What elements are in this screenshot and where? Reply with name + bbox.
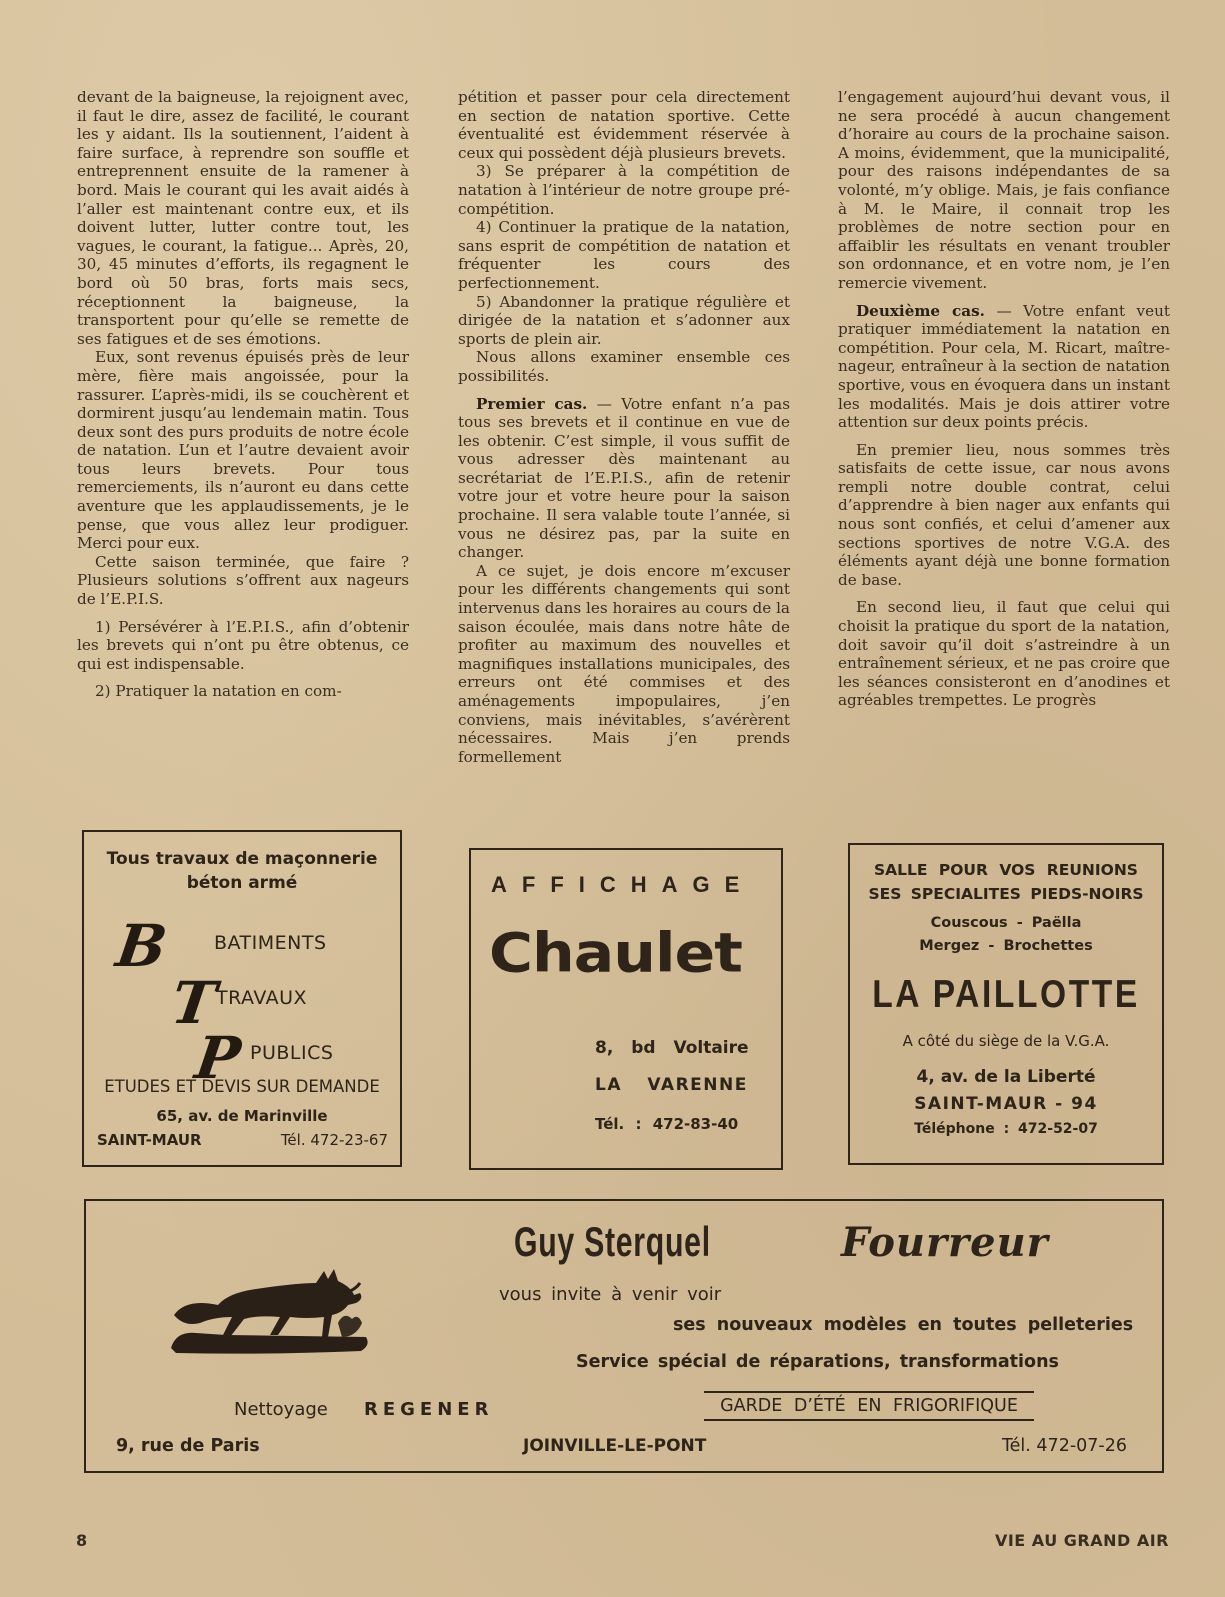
list-item: 5) Abandonner la pratique régulière et dirigée de la natation et s’adonner aux sports de plein air.: [458, 292, 790, 348]
list-item: 2) Pratiquer la natation en com-: [95, 682, 342, 701]
ad-city: JOINVILLE-LE-PONT: [523, 1436, 707, 1456]
list-item: 3) Se préparer à la compétition de natation à l’intérieur de notre groupe pré-compétition.: [458, 162, 790, 218]
ad-phone: Tél. 472-23-67: [280, 1131, 388, 1149]
paragraph: devant de la baigneuse, la rejoignent avec, il faut le dire, assez de facilité, le courant les y aidant. Ils la soutiennent, l’aident à faire surface, à reprendre son souffle et entreprennent ensuite de la ramener à bord. Mais le courant qui les avait aidés à l’aller est maintenant contre eux, et ils doivent lutter, lutter contre tout, les vagues, le courant, la fatigue... Après, 20, 30, 45 minutes d’efforts, ils regagnent le bord où 50 bras, forts mais secs, réceptionnent la baigneuse, la transportent pour qu’elle se remette de ses fatigues et de ses émotions.: [77, 88, 409, 348]
ad-address: 4, av. de la Liberté: [916, 1067, 1096, 1087]
fox-icon: [166, 1253, 371, 1358]
ad-menu-line: Mergez - Brochettes: [919, 938, 1093, 954]
list-item: 1) Persévérer à l’E.P.I.S., afin d’obtenir les brevets qui n’ont pu être obtenus, ce qui est indispensable.: [77, 617, 409, 673]
ad-btp: [82, 830, 402, 1167]
ad-word-publics: PUBLICS: [250, 1042, 334, 1064]
paragraph-premier-cas: Premier cas. — Votre enfant n’a pas tous ses brevets et il continue en vue de les obtenir. C’est simple, il vous suffit de vous adresser dès maintenant au secrétariat de l’E.P.I.S., afin de retenir votre jour et votre heure pour la saison prochaine. Il sera valable toute l’année, si vous ne désirez pas, par la suite en changer.: [458, 394, 790, 562]
paragraph: Cette saison terminée, que faire ? Plusieurs solutions s’offrent aux nageurs de l’E.P.I.S.: [77, 552, 409, 609]
paragraph: A ce sujet, je dois encore m’excuser pour les différents changements qui sont intervenus dans les horaires au cours de la saison écoulée, mais dans notre hâte de profiter au maximum des nouvelles et magnifiques installations municipales, des erreurs ont été commises et des aménagements impopulaires, j’en conviens, mais inévitables, s’avérèrent nécessaires. Mais j’en prends formellement: [458, 561, 790, 766]
ad-trade: Fourreur: [841, 1219, 1049, 1266]
list-item: 4) Continuer la pratique de la natation, sans esprit de compétition de natation et fréquenter les cours des perfectionnement.: [458, 218, 790, 292]
ad-headline: SALLE POUR VOS REUNIONS: [874, 861, 1138, 879]
ad-location: A côté du siège de la V.G.A.: [902, 1032, 1110, 1050]
ad-headline: Tous travaux de maçonnerie: [106, 849, 378, 869]
ad-address: 9, rue de Paris: [116, 1436, 260, 1456]
logo-letter-b: B: [112, 912, 171, 980]
ad-subheadline: béton armé: [186, 873, 298, 893]
ad-address: 8, bd Voltaire: [595, 1038, 749, 1058]
ad-city: SAINT-MAUR - 94: [914, 1094, 1098, 1114]
paragraph: pétition et passer pour cela directement en section de natation sportive. Cette éventualité est évidemment réservée à ceux qui possèdent déjà plusieurs brevets.: [458, 88, 790, 162]
ad-brand: LA PAILLOTTE: [872, 973, 1140, 1016]
ad-brand: Chaulet: [489, 922, 742, 985]
ad-guy-sterquel: [84, 1199, 1164, 1473]
ad-menu-line: Couscous - Paëlla: [930, 915, 1082, 931]
paragraph: l’engagement aujourd’hui devant vous, il ne sera procédé à aucun changement d’horaire au cours de la prochaine saison. A moins, évidemment, que la municipalité, pour des raisons indépendantes de sa volonté, m’y oblige. Mais, je fais confiance à M. le Maire, il connait trop les problèmes de notre section pour en affaiblir les résultats en venant troubler son ordonnance, et en votre nom, je l’en remercie vivement.: [838, 88, 1170, 292]
paragraph: Eux, sont revenus épuisés près de leur mère, fière mais angoissée, pour la rassurer. L’après-midi, ils se couchèrent et dormirent jusqu’au lendemain matin. Tous deux sont des purs produits de notre école de natation. L’un et l’autre devaient avoir tous leurs brevets. Pour tous remerciements, ils n’auront eu dans cette aventure que les applaudissements, je le pense, que vous allez leur prodiguer. Merci pour eux.: [77, 348, 409, 553]
article-column-2: [458, 88, 790, 766]
ad-brand: Guy Sterquel: [514, 1218, 711, 1265]
ad-subheadline: SES SPECIALITES PIEDS-NOIRS: [868, 885, 1144, 903]
logo-letter-t: T: [167, 969, 220, 1037]
article-column-3: [838, 88, 1170, 710]
case-heading: Deuxième cas.: [856, 301, 985, 320]
ad-invite: vous invite à venir voir: [499, 1284, 722, 1305]
ad-cleaning-label: Nettoyage: [234, 1399, 328, 1420]
article-column-1: [77, 88, 409, 701]
ad-address: 65, av. de Marinville: [156, 1107, 328, 1125]
ad-category: AFFICHAGE: [491, 872, 755, 897]
ad-phone: Tél. : 472-83-40: [595, 1115, 739, 1133]
paragraph: Nous allons examiner ensemble ces possibilités.: [458, 348, 790, 385]
ad-storage: GARDE D’ÉTÉ EN FRIGORIFIQUE: [704, 1391, 1034, 1421]
ad-phone: Téléphone : 472-52-07: [914, 1121, 1098, 1137]
ad-word-batiments: BATIMENTS: [214, 932, 327, 954]
ad-city: SAINT-MAUR: [97, 1131, 202, 1149]
ad-service: Service spécial de réparations, transformations: [576, 1352, 1059, 1372]
paragraph: En premier lieu, nous sommes très satisfaits de cette issue, car nous avons rempli notre double contrat, celui d’apprendre à bien nager aux enfants qui nous sont confiés, et celui d’amener aux sections sportives de notre V.G.A. des éléments ayant déjà une bonne formation de base.: [838, 440, 1170, 589]
magazine-title: VIE AU GRAND AIR: [994, 1531, 1169, 1550]
ad-chaulet: [469, 848, 783, 1170]
ad-phone: Tél. 472-07-26: [1001, 1436, 1127, 1456]
ad-la-paillotte: [848, 843, 1164, 1165]
page-number: 8: [76, 1531, 88, 1550]
ad-word-travaux: TRAVAUX: [216, 987, 308, 1009]
ad-city: LA VARENNE: [595, 1075, 748, 1095]
ad-cleaning-brand: REGENER: [364, 1399, 494, 1420]
paragraph-deuxieme-cas: Deuxième cas. — Votre enfant veut pratiquer immédiatement la natation en compétition. Pour cela, M. Ricart, maître-nageur, entraîneur à la section de natation sportive, vous en évoquera dans un instant les modalités. Mais je dois attirer votre attention sur deux points précis.: [838, 301, 1171, 432]
case-heading: Premier cas.: [476, 394, 588, 413]
logo-letter-p: P: [191, 1024, 245, 1092]
ad-models: ses nouveaux modèles en toutes pelleteries: [673, 1315, 1134, 1335]
paragraph: En second lieu, il faut que celui qui choisit la pratique du sport de la natation, doit savoir qu’il doit s’astreindre à un entraînement sérieux, et ne pas croire que les séances consisteront en d’anodines et agréables trempettes. Le progrès: [838, 598, 1170, 710]
ad-tagline: ETUDES ET DEVIS SUR DEMANDE: [104, 1077, 380, 1096]
